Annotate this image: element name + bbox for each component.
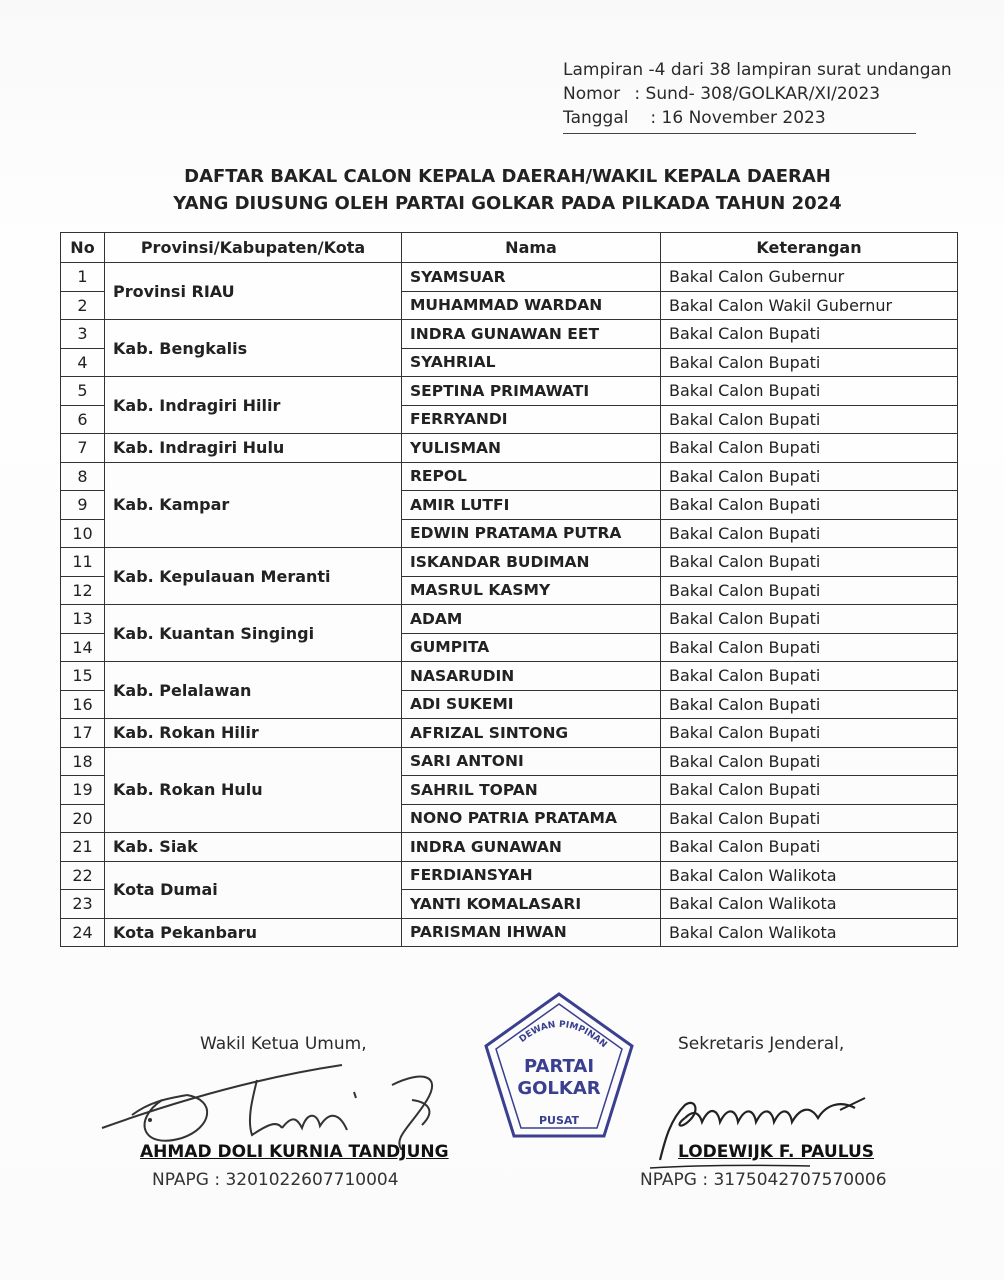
candidate-name: SYAHRIAL: [402, 348, 661, 377]
table-row: [61, 462, 958, 491]
region-cell: Kab. Rokan Hulu: [105, 747, 402, 833]
table-row: [61, 434, 958, 463]
signatory-right-npapg: NPAPG : 3175042707570006: [640, 1170, 887, 1190]
table-row: [61, 377, 958, 406]
region-cell: Kab. Pelalawan: [105, 662, 402, 719]
row-number: 7: [61, 434, 105, 463]
tanggal-label: Tanggal: [563, 108, 629, 128]
candidate-keterangan: Bakal Calon Bupati: [661, 320, 958, 349]
table-row: [61, 918, 958, 947]
candidate-name: FERDIANSYAH: [402, 861, 661, 890]
row-number: 12: [61, 576, 105, 605]
candidate-name: INDRA GUNAWAN: [402, 833, 661, 862]
candidate-name: SYAMSUAR: [402, 263, 661, 292]
signatory-right-name: LODEWIJK F. PAULUS: [678, 1142, 874, 1162]
candidate-name: ISKANDAR BUDIMAN: [402, 548, 661, 577]
row-number: 6: [61, 405, 105, 434]
row-number: 2: [61, 291, 105, 320]
row-number: 11: [61, 548, 105, 577]
candidate-name: SAHRIL TOPAN: [402, 776, 661, 805]
candidate-keterangan: Bakal Calon Bupati: [661, 719, 958, 748]
header-no: No: [61, 233, 105, 263]
candidate-keterangan: Bakal Calon Walikota: [661, 890, 958, 919]
seal-line-1: PARTAI: [523, 1056, 595, 1077]
signature-left-image: [92, 1040, 472, 1150]
candidate-name: NASARUDIN: [402, 662, 661, 691]
table-row: [61, 320, 958, 349]
row-number: 8: [61, 462, 105, 491]
candidate-name: AMIR LUTFI: [402, 491, 661, 520]
row-number: 13: [61, 605, 105, 634]
candidate-keterangan: Bakal Calon Bupati: [661, 633, 958, 662]
candidate-name: YULISMAN: [402, 434, 661, 463]
row-number: 23: [61, 890, 105, 919]
row-number: 19: [61, 776, 105, 805]
candidate-name: MASRUL KASMY: [402, 576, 661, 605]
candidate-name: REPOL: [402, 462, 661, 491]
candidate-keterangan: Bakal Calon Bupati: [661, 462, 958, 491]
candidate-name: GUMPITA: [402, 633, 661, 662]
candidate-keterangan: Bakal Calon Bupati: [661, 662, 958, 691]
candidate-name: SARI ANTONI: [402, 747, 661, 776]
nomor-line: [563, 82, 923, 106]
table-row: [61, 605, 958, 634]
table-row: [61, 548, 958, 577]
candidate-keterangan: Bakal Calon Bupati: [661, 833, 958, 862]
region-cell: Kab. Kuantan Singingi: [105, 605, 402, 662]
candidate-keterangan: Bakal Calon Wakil Gubernur: [661, 291, 958, 320]
region-cell: Kab. Kepulauan Meranti: [105, 548, 402, 605]
signatory-left-npapg: NPAPG : 3201022607710004: [152, 1170, 399, 1190]
row-number: 9: [61, 491, 105, 520]
lampiran-line: Lampiran -4 dari 38 lampiran surat undangan: [563, 60, 952, 80]
header-name: Nama: [402, 233, 661, 263]
row-number: 20: [61, 804, 105, 833]
row-number: 5: [61, 377, 105, 406]
row-number: 3: [61, 320, 105, 349]
row-number: 1: [61, 263, 105, 292]
title-line-2: YANG DIUSUNG OLEH PARTAI GOLKAR PADA PILKADA TAHUN 2024: [173, 193, 842, 214]
candidate-table: [60, 232, 958, 947]
document-title: [60, 163, 955, 217]
row-number: 17: [61, 719, 105, 748]
table-body: [61, 263, 958, 947]
candidate-keterangan: Bakal Calon Bupati: [661, 348, 958, 377]
region-cell: Kab. Indragiri Hilir: [105, 377, 402, 434]
candidate-keterangan: Bakal Calon Bupati: [661, 405, 958, 434]
candidate-name: INDRA GUNAWAN EET: [402, 320, 661, 349]
table-row: [61, 263, 958, 292]
table-row: [61, 861, 958, 890]
candidate-name: ADAM: [402, 605, 661, 634]
signatory-left-role: Wakil Ketua Umum,: [200, 1034, 367, 1054]
region-cell: Kota Pekanbaru: [105, 918, 402, 947]
candidate-keterangan: Bakal Calon Bupati: [661, 776, 958, 805]
row-number: 10: [61, 519, 105, 548]
table-row: [61, 662, 958, 691]
candidate-keterangan: Bakal Calon Walikota: [661, 861, 958, 890]
candidate-name: ADI SUKEMI: [402, 690, 661, 719]
region-cell: Kab. Indragiri Hulu: [105, 434, 402, 463]
candidate-name: NONO PATRIA PRATAMA: [402, 804, 661, 833]
candidate-name: YANTI KOMALASARI: [402, 890, 661, 919]
candidate-keterangan: Bakal Calon Bupati: [661, 605, 958, 634]
table-row: [61, 719, 958, 748]
row-number: 24: [61, 918, 105, 947]
row-number: 18: [61, 747, 105, 776]
candidate-name: EDWIN PRATAMA PUTRA: [402, 519, 661, 548]
row-number: 22: [61, 861, 105, 890]
region-cell: Provinsi RIAU: [105, 263, 402, 320]
candidate-keterangan: Bakal Calon Bupati: [661, 519, 958, 548]
signatory-left-name: AHMAD DOLI KURNIA TANDJUNG: [140, 1142, 449, 1162]
candidate-name: SEPTINA PRIMAWATI: [402, 377, 661, 406]
candidate-name: PARISMAN IHWAN: [402, 918, 661, 947]
seal-line-2: GOLKAR: [517, 1078, 601, 1099]
candidate-keterangan: Bakal Calon Bupati: [661, 434, 958, 463]
row-number: 14: [61, 633, 105, 662]
table-header-row: [61, 233, 958, 263]
candidate-keterangan: Bakal Calon Bupati: [661, 576, 958, 605]
tanggal-line: [563, 106, 923, 130]
region-cell: Kab. Rokan Hilir: [105, 719, 402, 748]
candidate-keterangan: Bakal Calon Gubernur: [661, 263, 958, 292]
nomor-value: : Sund- 308/GOLKAR/XI/2023: [634, 84, 881, 104]
party-seal-stamp: [476, 986, 642, 1146]
seal-arc-text: DEWAN PIMPINAN: [517, 1019, 609, 1051]
seal-bottom-text: PUSAT: [538, 1114, 580, 1127]
table-row: [61, 747, 958, 776]
candidate-keterangan: Bakal Calon Bupati: [661, 804, 958, 833]
candidate-name: MUHAMMAD WARDAN: [402, 291, 661, 320]
row-number: 21: [61, 833, 105, 862]
title-line-1: DAFTAR BAKAL CALON KEPALA DAERAH/WAKIL KEPALA DAERAH: [184, 166, 831, 187]
row-number: 4: [61, 348, 105, 377]
candidate-keterangan: Bakal Calon Bupati: [661, 377, 958, 406]
letter-reference: [563, 58, 952, 130]
nomor-label: Nomor: [563, 84, 621, 104]
region-cell: Kota Dumai: [105, 861, 402, 918]
region-cell: Kab. Bengkalis: [105, 320, 402, 377]
region-cell: Kab. Kampar: [105, 462, 402, 548]
tanggal-value: : 16 November 2023: [650, 108, 826, 128]
table-row: [61, 833, 958, 862]
candidate-name: AFRIZAL SINTONG: [402, 719, 661, 748]
candidate-keterangan: Bakal Calon Walikota: [661, 918, 958, 947]
signatory-right-role: Sekretaris Jenderal,: [678, 1034, 845, 1054]
header-keterangan: Keterangan: [661, 233, 958, 263]
region-cell: Kab. Siak: [105, 833, 402, 862]
row-number: 15: [61, 662, 105, 691]
row-number: 16: [61, 690, 105, 719]
header-region: Provinsi/Kabupaten/Kota: [105, 233, 402, 263]
candidate-keterangan: Bakal Calon Bupati: [661, 548, 958, 577]
candidate-keterangan: Bakal Calon Bupati: [661, 491, 958, 520]
candidate-keterangan: Bakal Calon Bupati: [661, 747, 958, 776]
candidate-keterangan: Bakal Calon Bupati: [661, 690, 958, 719]
candidate-name: FERRYANDI: [402, 405, 661, 434]
reference-divider: [563, 133, 916, 134]
